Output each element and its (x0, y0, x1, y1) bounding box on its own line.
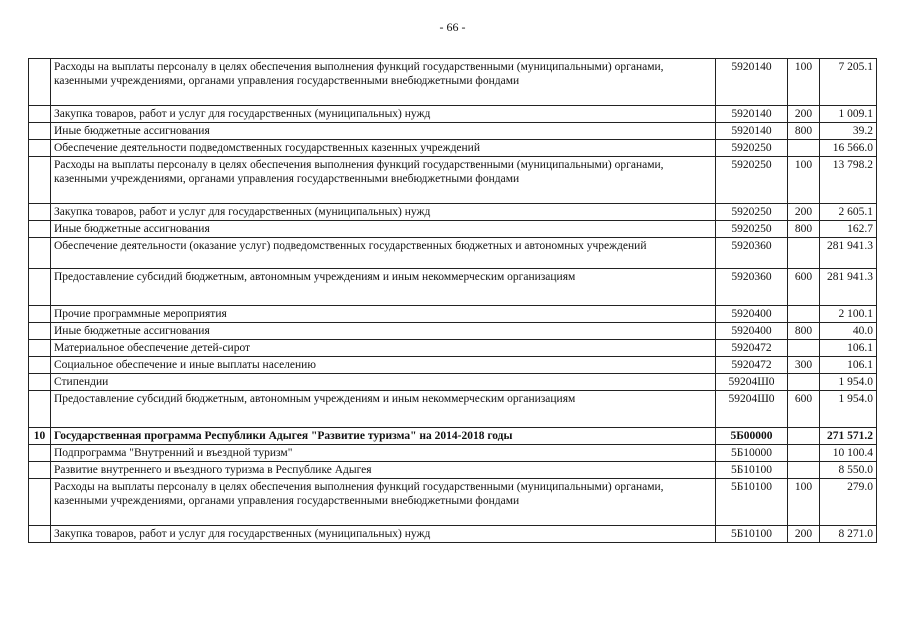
target-code: 5920400 (716, 306, 788, 323)
target-code: 5920250 (716, 221, 788, 238)
target-code: 5920250 (716, 140, 788, 157)
table-row (29, 428, 877, 445)
amount: 2 605.1 (820, 204, 877, 221)
table-row (29, 323, 877, 340)
table-row (29, 357, 877, 374)
table-row (29, 462, 877, 479)
row-number (29, 157, 51, 204)
amount: 281 941.3 (820, 269, 877, 306)
table-row (29, 238, 877, 269)
row-number (29, 59, 51, 106)
expense-type (788, 238, 820, 269)
target-code: 5Б10100 (716, 526, 788, 543)
amount: 1 009.1 (820, 106, 877, 123)
expense-name: Расходы на выплаты персоналу в целях обеспечения выполнения функций государственными (муниципальными) органами, казенными учреждениями, органами управления государственными внебюджетными фондами (51, 479, 716, 526)
expense-name: Расходы на выплаты персоналу в целях обеспечения выполнения функций государственными (муниципальными) органами, казенными учреждениями, органами управления государственными внебюджетными фондами (51, 59, 716, 106)
expense-type (788, 428, 820, 445)
table-row (29, 269, 877, 306)
expense-name: Стипендии (51, 374, 716, 391)
amount: 13 798.2 (820, 157, 877, 204)
expense-type: 100 (788, 59, 820, 106)
amount: 271 571.2 (820, 428, 877, 445)
table-row (29, 340, 877, 357)
expense-name: Иные бюджетные ассигнования (51, 221, 716, 238)
table-row (29, 391, 877, 428)
expense-name: Социальное обеспечение и иные выплаты населению (51, 357, 716, 374)
target-code: 5Б00000 (716, 428, 788, 445)
amount: 106.1 (820, 340, 877, 357)
row-number (29, 269, 51, 306)
table-row (29, 59, 877, 106)
target-code: 5920360 (716, 238, 788, 269)
expense-name: Государственная программа Республики Адыгея "Развитие туризма" на 2014-2018 годы (51, 428, 716, 445)
expense-name: Обеспечение деятельности (оказание услуг) подведомственных государственных бюджетных и автономных учреждений (51, 238, 716, 269)
row-number (29, 479, 51, 526)
row-number (29, 445, 51, 462)
row-number (29, 221, 51, 238)
row-number (29, 306, 51, 323)
target-code: 5920360 (716, 269, 788, 306)
expense-type (788, 306, 820, 323)
expense-type (788, 462, 820, 479)
amount: 16 566.0 (820, 140, 877, 157)
target-code: 5920140 (716, 59, 788, 106)
table-row (29, 221, 877, 238)
expense-name: Предоставление субсидий бюджетным, автономным учреждениям и иным некоммерческим организациям (51, 269, 716, 306)
row-number (29, 357, 51, 374)
row-number (29, 323, 51, 340)
table-row (29, 140, 877, 157)
row-number (29, 238, 51, 269)
row-number (29, 391, 51, 428)
table-row (29, 374, 877, 391)
table-row (29, 204, 877, 221)
expense-type (788, 340, 820, 357)
expense-name: Иные бюджетные ассигнования (51, 123, 716, 140)
expense-name: Обеспечение деятельности подведомственных государственных казенных учреждений (51, 140, 716, 157)
expense-type: 800 (788, 221, 820, 238)
expense-name: Развитие внутреннего и въездного туризма в Республике Адыгея (51, 462, 716, 479)
expense-name: Закупка товаров, работ и услуг для государственных (муниципальных) нужд (51, 204, 716, 221)
amount: 39.2 (820, 123, 877, 140)
expense-type: 200 (788, 106, 820, 123)
amount: 7 205.1 (820, 59, 877, 106)
row-number: 10 (29, 428, 51, 445)
table-row (29, 306, 877, 323)
expense-type: 200 (788, 204, 820, 221)
row-number (29, 123, 51, 140)
page-number: - 66 - (439, 20, 466, 34)
expense-name: Прочие программные мероприятия (51, 306, 716, 323)
table-row (29, 479, 877, 526)
row-number (29, 340, 51, 357)
amount: 40.0 (820, 323, 877, 340)
amount: 279.0 (820, 479, 877, 526)
amount: 2 100.1 (820, 306, 877, 323)
target-code: 59204Ш0 (716, 374, 788, 391)
budget-table-body (29, 59, 877, 543)
row-number (29, 374, 51, 391)
expense-type: 100 (788, 479, 820, 526)
row-number (29, 526, 51, 543)
amount: 1 954.0 (820, 374, 877, 391)
amount: 281 941.3 (820, 238, 877, 269)
amount: 1 954.0 (820, 391, 877, 428)
amount: 8 271.0 (820, 526, 877, 543)
amount: 162.7 (820, 221, 877, 238)
expense-name: Закупка товаров, работ и услуг для государственных (муниципальных) нужд (51, 526, 716, 543)
expense-type (788, 445, 820, 462)
expense-type (788, 140, 820, 157)
table-row (29, 526, 877, 543)
row-number (29, 106, 51, 123)
target-code: 5920472 (716, 357, 788, 374)
expense-type: 600 (788, 269, 820, 306)
expense-name: Материальное обеспечение детей-сирот (51, 340, 716, 357)
target-code: 5Б10100 (716, 462, 788, 479)
target-code: 59204Ш0 (716, 391, 788, 428)
expense-type (788, 374, 820, 391)
target-code: 5920472 (716, 340, 788, 357)
target-code: 5Б10000 (716, 445, 788, 462)
row-number (29, 462, 51, 479)
table-row (29, 123, 877, 140)
target-code: 5920400 (716, 323, 788, 340)
table-row (29, 106, 877, 123)
target-code: 5Б10100 (716, 479, 788, 526)
target-code: 5920250 (716, 204, 788, 221)
expense-name: Расходы на выплаты персоналу в целях обеспечения выполнения функций государственными (муниципальными) органами, казенными учреждениями, органами управления государственными внебюджетными фондами (51, 157, 716, 204)
expense-name: Подпрограмма "Внутренний и въездной туризм" (51, 445, 716, 462)
expense-type: 800 (788, 323, 820, 340)
expense-name: Закупка товаров, работ и услуг для государственных (муниципальных) нужд (51, 106, 716, 123)
table-row (29, 157, 877, 204)
expense-name: Предоставление субсидий бюджетным, автономным учреждениям и иным некоммерческим организациям (51, 391, 716, 428)
expense-type: 100 (788, 157, 820, 204)
target-code: 5920140 (716, 106, 788, 123)
amount: 106.1 (820, 357, 877, 374)
expense-type: 800 (788, 123, 820, 140)
expense-type: 300 (788, 357, 820, 374)
row-number (29, 204, 51, 221)
budget-table (28, 58, 877, 543)
expense-type: 200 (788, 526, 820, 543)
row-number (29, 140, 51, 157)
target-code: 5920250 (716, 157, 788, 204)
amount: 10 100.4 (820, 445, 877, 462)
amount: 8 550.0 (820, 462, 877, 479)
target-code: 5920140 (716, 123, 788, 140)
table-row (29, 445, 877, 462)
expense-name: Иные бюджетные ассигнования (51, 323, 716, 340)
expense-type: 600 (788, 391, 820, 428)
